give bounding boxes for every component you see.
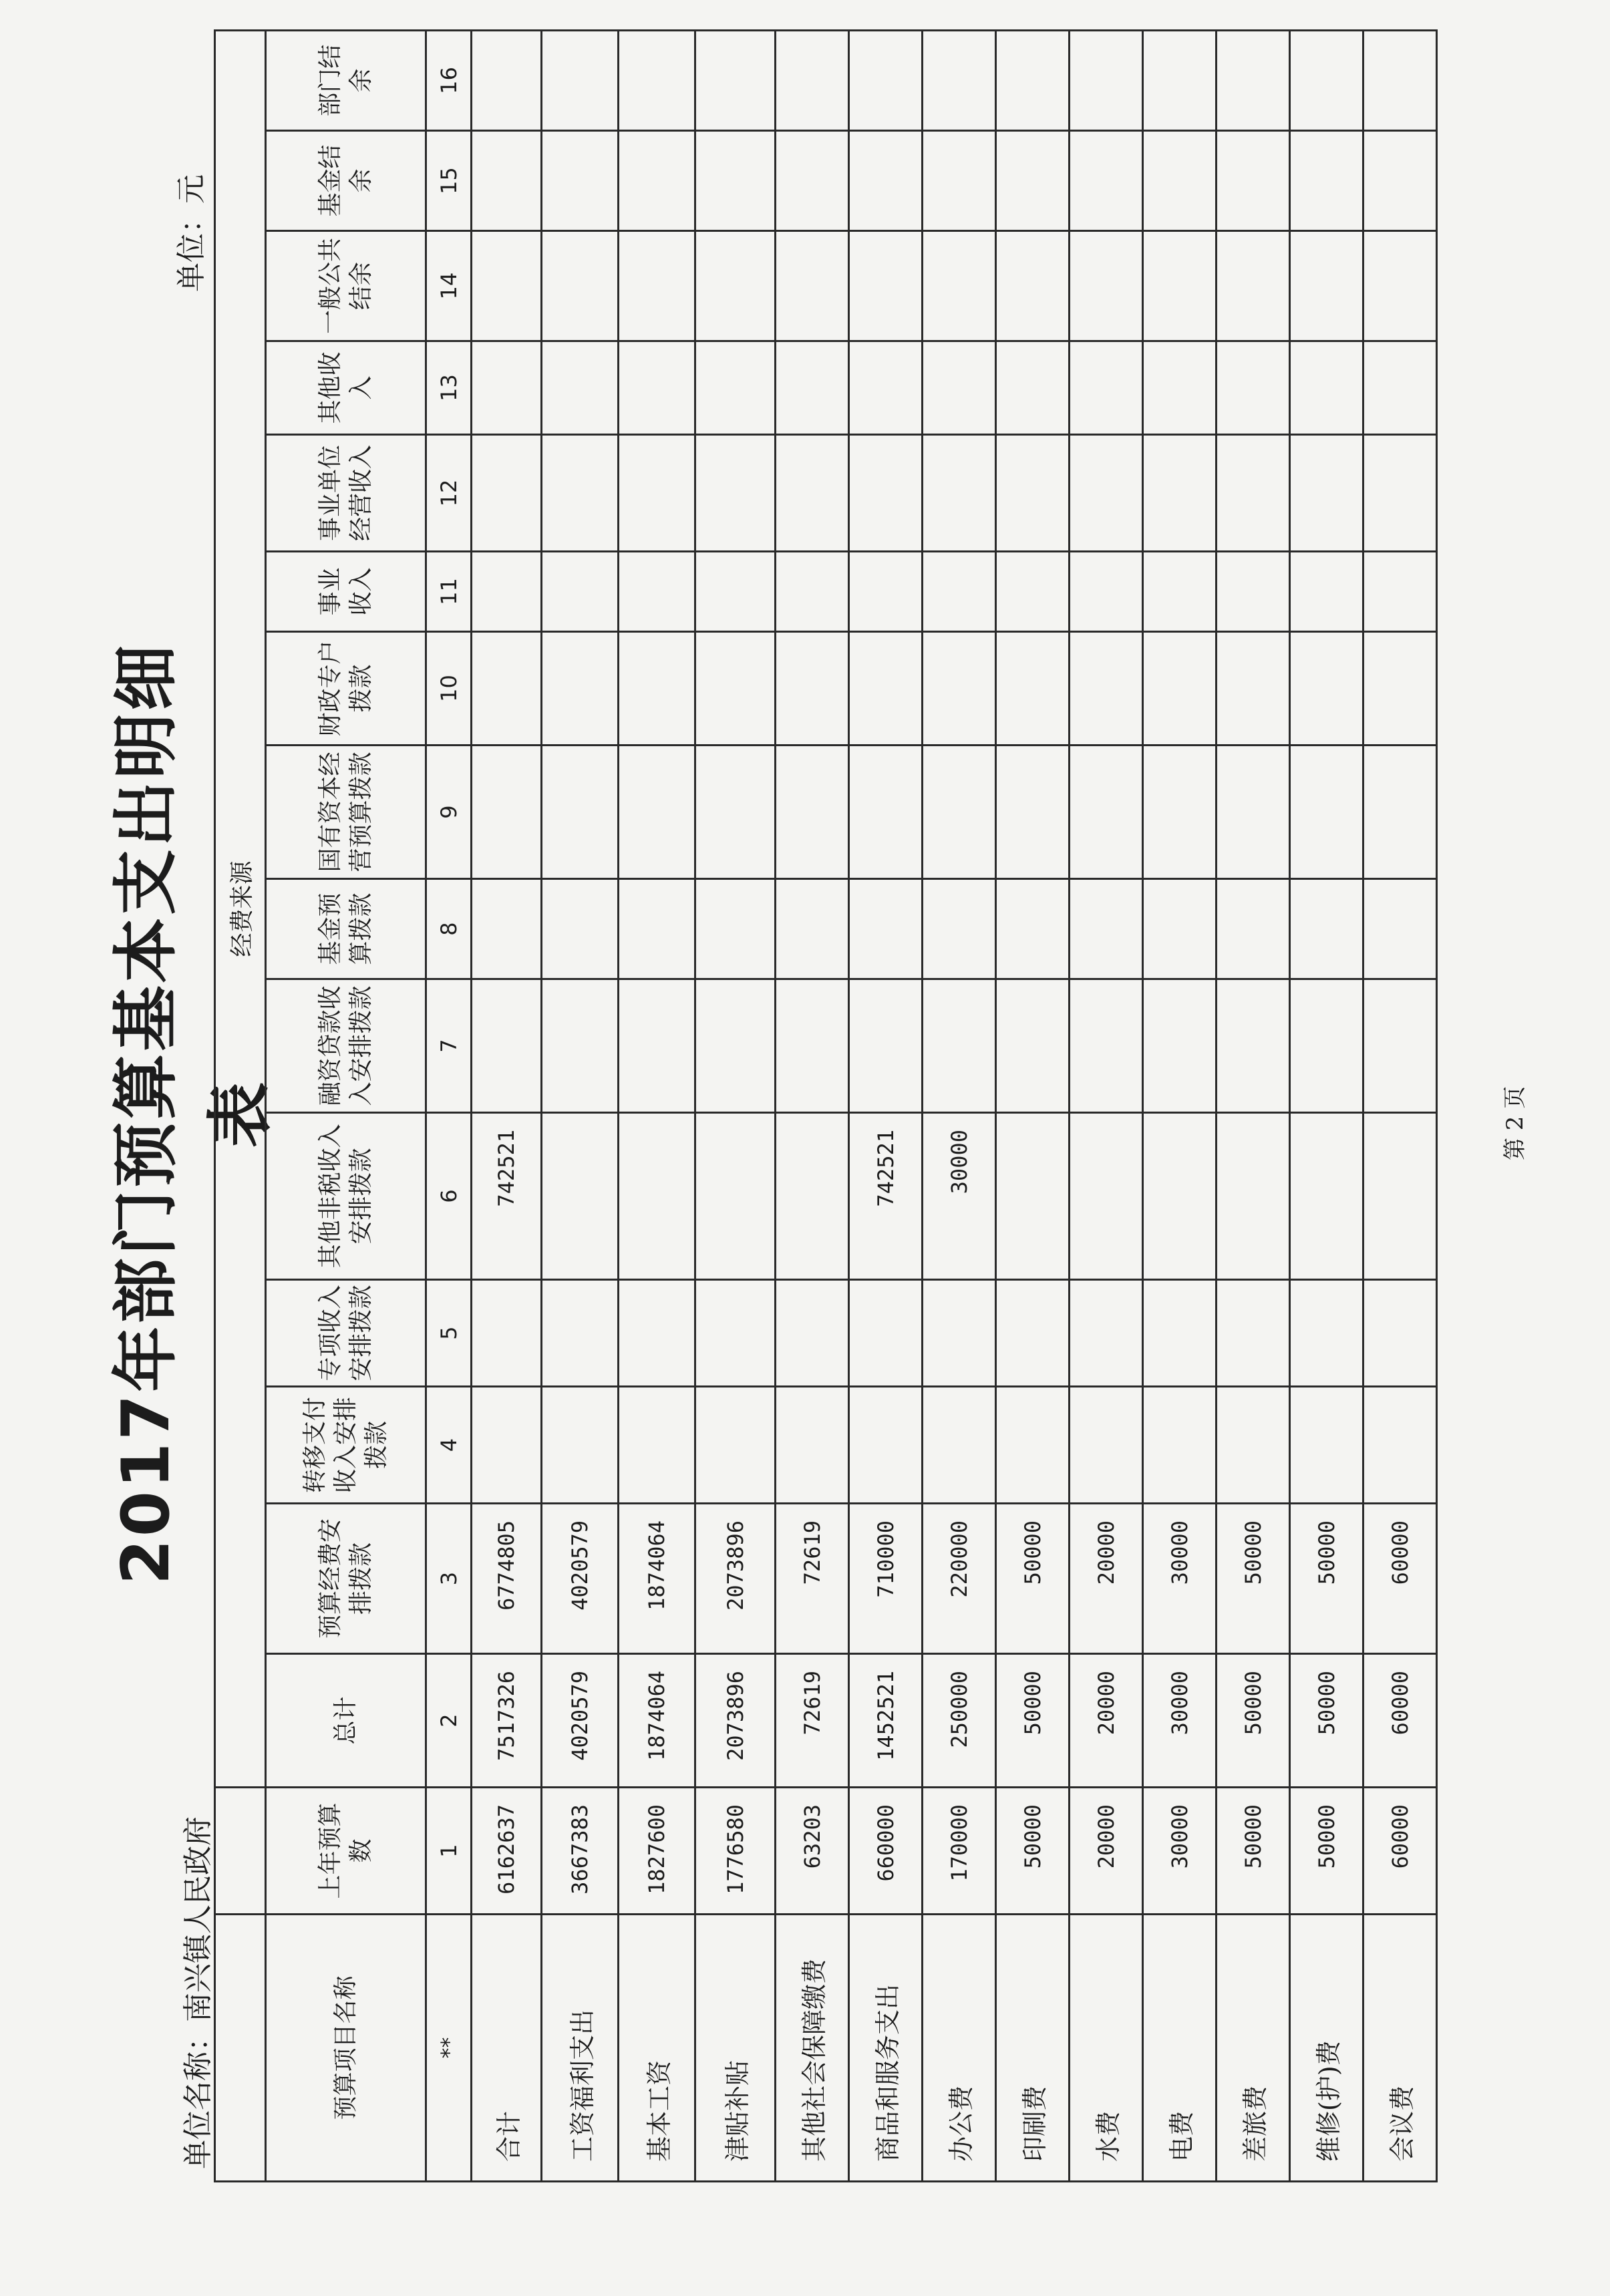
table-cell xyxy=(1290,1387,1363,1504)
table-cell xyxy=(996,1387,1070,1504)
table-cell xyxy=(996,632,1070,746)
table-cell: 72619 xyxy=(776,1654,849,1788)
table-cell xyxy=(472,879,542,979)
table-cell: 60000 xyxy=(1363,1654,1437,1788)
table-cell xyxy=(619,231,695,341)
table-cell: 2073896 xyxy=(695,1654,776,1788)
table-cell xyxy=(1217,131,1290,231)
table-cell xyxy=(1290,979,1363,1113)
table-cell xyxy=(695,341,776,435)
table-row xyxy=(1143,31,1217,2182)
table-cell xyxy=(619,1113,695,1280)
table-cell xyxy=(1290,1280,1363,1387)
table-cell xyxy=(695,879,776,979)
table-cell: 50000 xyxy=(996,1788,1070,1915)
table-cell xyxy=(996,746,1070,879)
table-cell xyxy=(923,131,996,231)
table-cell xyxy=(542,879,619,979)
table-cell xyxy=(1070,746,1143,879)
table-cell xyxy=(923,341,996,435)
table-cell xyxy=(1070,632,1143,746)
row-name: 差旅费 xyxy=(1217,1915,1290,2182)
table-cell: 170000 xyxy=(923,1788,996,1915)
table-cell xyxy=(1070,31,1143,131)
column-index: 2 xyxy=(426,1654,472,1788)
table-row xyxy=(1217,31,1290,2182)
table-cell xyxy=(542,979,619,1113)
table-row xyxy=(1363,31,1437,2182)
table-cell: 50000 xyxy=(1217,1788,1290,1915)
table-cell xyxy=(1363,1387,1437,1504)
table-cell xyxy=(1143,131,1217,231)
table-cell xyxy=(619,1387,695,1504)
table-cell xyxy=(996,879,1070,979)
table-cell: 50000 xyxy=(1290,1504,1363,1654)
table-row xyxy=(1290,31,1363,2182)
table-cell xyxy=(1290,632,1363,746)
column-header: 事业收入 xyxy=(266,552,426,632)
table-cell xyxy=(1070,979,1143,1113)
table-cell xyxy=(695,231,776,341)
table-cell xyxy=(1143,879,1217,979)
table-cell xyxy=(776,1113,849,1280)
row-name: 办公费 xyxy=(923,1915,996,2182)
table-cell: 1827600 xyxy=(619,1788,695,1915)
table-cell xyxy=(619,131,695,231)
table-cell xyxy=(1290,1113,1363,1280)
table-row xyxy=(472,31,542,2182)
table-cell xyxy=(776,632,849,746)
table-cell: 72619 xyxy=(776,1504,849,1654)
column-index: 4 xyxy=(426,1387,472,1504)
table-cell: 50000 xyxy=(996,1504,1070,1654)
table-cell xyxy=(619,879,695,979)
table-cell xyxy=(1070,552,1143,632)
table-cell xyxy=(923,435,996,552)
table-cell xyxy=(542,341,619,435)
table-cell xyxy=(472,632,542,746)
table-cell xyxy=(1363,879,1437,979)
column-header: 一般公共结余 xyxy=(266,231,426,341)
column-index: 5 xyxy=(426,1280,472,1387)
table-cell: 63203 xyxy=(776,1788,849,1915)
table-cell xyxy=(542,435,619,552)
table-cell xyxy=(1290,131,1363,231)
budget-table xyxy=(214,29,1438,2182)
table-cell xyxy=(472,1280,542,1387)
table-cell xyxy=(996,979,1070,1113)
column-header: 国有资本经营预算拨款 xyxy=(266,746,426,879)
column-header: 部门结余 xyxy=(266,31,426,131)
table-cell xyxy=(1143,435,1217,552)
table-cell xyxy=(542,632,619,746)
table-cell: 50000 xyxy=(1217,1654,1290,1788)
table-cell: 6774805 xyxy=(472,1504,542,1654)
table-cell: 6162637 xyxy=(472,1788,542,1915)
table-cell xyxy=(996,552,1070,632)
table-cell xyxy=(849,746,923,879)
table-cell: 1776580 xyxy=(695,1788,776,1915)
table-cell xyxy=(1143,1387,1217,1504)
table-cell: 7517326 xyxy=(472,1654,542,1788)
table-cell xyxy=(619,979,695,1113)
column-header: 财政专户拨款 xyxy=(266,632,426,746)
table-cell: 50000 xyxy=(1290,1654,1363,1788)
table-cell: 660000 xyxy=(849,1788,923,1915)
table-cell xyxy=(1363,435,1437,552)
table-cell xyxy=(996,31,1070,131)
table-row xyxy=(542,31,619,2182)
table-cell: 30000 xyxy=(923,1113,996,1280)
table-cell xyxy=(542,1280,619,1387)
column-index: 16 xyxy=(426,31,472,131)
table-cell xyxy=(1143,979,1217,1113)
table-cell xyxy=(1143,231,1217,341)
table-cell xyxy=(1143,552,1217,632)
row-name: 基本工资 xyxy=(619,1915,695,2182)
table-cell xyxy=(1143,632,1217,746)
table-cell xyxy=(996,435,1070,552)
table-cell xyxy=(1217,552,1290,632)
unit-label: 单位：元 xyxy=(174,174,208,292)
column-index: 8 xyxy=(426,879,472,979)
table-cell xyxy=(695,979,776,1113)
table-cell: 4020579 xyxy=(542,1654,619,1788)
table-cell xyxy=(1217,1280,1290,1387)
table-cell: 742521 xyxy=(472,1113,542,1280)
column-index: 15 xyxy=(426,131,472,231)
table-cell xyxy=(1363,1113,1437,1280)
column-index: 6 xyxy=(426,1113,472,1280)
table-cell xyxy=(1290,31,1363,131)
table-cell xyxy=(1290,231,1363,341)
group-header: 经费来源 xyxy=(215,31,266,1788)
table-cell xyxy=(1143,341,1217,435)
table-cell xyxy=(1143,1280,1217,1387)
table-cell xyxy=(695,1113,776,1280)
table-cell xyxy=(472,341,542,435)
table-cell xyxy=(1363,979,1437,1113)
table-cell xyxy=(776,1387,849,1504)
empty-header-cell xyxy=(215,1915,266,2182)
table-cell xyxy=(776,31,849,131)
table-cell xyxy=(923,231,996,341)
table-cell xyxy=(695,552,776,632)
table-cell xyxy=(695,1280,776,1387)
table-cell xyxy=(1217,1387,1290,1504)
table-cell: 50000 xyxy=(996,1654,1070,1788)
table-cell xyxy=(1217,435,1290,552)
table-row xyxy=(1070,31,1143,2182)
table-cell xyxy=(1070,435,1143,552)
table-cell xyxy=(1070,1113,1143,1280)
table-cell xyxy=(776,879,849,979)
column-index: 1 xyxy=(426,1788,472,1915)
table-cell xyxy=(1217,746,1290,879)
row-name: 电费 xyxy=(1143,1915,1217,2182)
column-header: 转移支付收入安排拨款 xyxy=(266,1387,426,1504)
table-row xyxy=(849,31,923,2182)
table-cell: 250000 xyxy=(923,1654,996,1788)
table-cell xyxy=(542,231,619,341)
table-cell xyxy=(472,1387,542,1504)
table-cell xyxy=(996,1280,1070,1387)
table-cell: 20000 xyxy=(1070,1788,1143,1915)
table-cell: 30000 xyxy=(1143,1788,1217,1915)
unit-name: 单位名称：南兴镇人民政府 xyxy=(181,1816,215,2169)
row-name: 印刷费 xyxy=(996,1915,1070,2182)
table-cell xyxy=(923,1387,996,1504)
table-cell xyxy=(1290,746,1363,879)
table-cell xyxy=(1217,341,1290,435)
table-cell xyxy=(619,31,695,131)
table-cell: 20000 xyxy=(1070,1504,1143,1654)
table-cell xyxy=(542,31,619,131)
column-header: 专项收入安排拨款 xyxy=(266,1280,426,1387)
column-header: 上年预算数 xyxy=(266,1788,426,1915)
table-cell xyxy=(1217,632,1290,746)
table-cell xyxy=(1363,632,1437,746)
column-index: 3 xyxy=(426,1504,472,1654)
table-cell xyxy=(849,231,923,341)
table-cell xyxy=(619,746,695,879)
table-cell xyxy=(1290,341,1363,435)
table-cell xyxy=(996,131,1070,231)
table-cell xyxy=(472,31,542,131)
index-row xyxy=(426,31,472,2182)
table-cell xyxy=(619,552,695,632)
table-cell xyxy=(776,1280,849,1387)
table-cell xyxy=(1363,131,1437,231)
table-cell xyxy=(1143,31,1217,131)
table-cell xyxy=(1070,341,1143,435)
table-cell xyxy=(1070,131,1143,231)
table-cell xyxy=(1217,979,1290,1113)
table-cell xyxy=(1070,231,1143,341)
table-row xyxy=(776,31,849,2182)
table-cell xyxy=(472,552,542,632)
row-name: 工资福利支出 xyxy=(542,1915,619,2182)
column-header: 其他非税收入安排拨款 xyxy=(266,1113,426,1280)
table-cell xyxy=(849,879,923,979)
table-cell: 20000 xyxy=(1070,1654,1143,1788)
table-cell xyxy=(1070,1280,1143,1387)
group-header-row xyxy=(215,31,266,2182)
table-cell xyxy=(923,879,996,979)
table-row xyxy=(923,31,996,2182)
table-cell xyxy=(1363,1280,1437,1387)
table-cell xyxy=(542,1387,619,1504)
table-cell xyxy=(849,1387,923,1504)
column-index: 11 xyxy=(426,552,472,632)
table-cell xyxy=(619,435,695,552)
table-cell xyxy=(1363,231,1437,341)
table-cell xyxy=(1070,879,1143,979)
column-header: 预算项目名称 xyxy=(266,1915,426,2182)
table-cell xyxy=(776,552,849,632)
table-cell xyxy=(695,435,776,552)
table-cell xyxy=(1363,31,1437,131)
row-name: 合计 xyxy=(472,1915,542,2182)
table-cell xyxy=(996,1113,1070,1280)
table-cell xyxy=(695,1387,776,1504)
table-row xyxy=(695,31,776,2182)
table-cell xyxy=(849,1280,923,1387)
table-cell xyxy=(923,31,996,131)
table-cell: 2073896 xyxy=(695,1504,776,1654)
row-name: 水费 xyxy=(1070,1915,1143,2182)
column-index: 14 xyxy=(426,231,472,341)
table-cell xyxy=(1143,746,1217,879)
column-index: ** xyxy=(426,1915,472,2182)
table-cell: 742521 xyxy=(849,1113,923,1280)
table-cell xyxy=(923,552,996,632)
table-row xyxy=(619,31,695,2182)
table-cell xyxy=(923,979,996,1113)
table-cell xyxy=(1217,31,1290,131)
table-cell xyxy=(1217,1113,1290,1280)
table-cell: 30000 xyxy=(1143,1504,1217,1654)
column-header: 融资贷款收入安排拨款 xyxy=(266,979,426,1113)
table-cell xyxy=(776,979,849,1113)
table-cell: 50000 xyxy=(1217,1504,1290,1654)
row-name: 其他社会保障缴费 xyxy=(776,1915,849,2182)
table-cell: 30000 xyxy=(1143,1654,1217,1788)
table-cell xyxy=(923,746,996,879)
table-cell: 3667383 xyxy=(542,1788,619,1915)
table-cell xyxy=(1363,552,1437,632)
table-cell xyxy=(1290,879,1363,979)
table-cell: 1452521 xyxy=(849,1654,923,1788)
table-row xyxy=(996,31,1070,2182)
table-cell xyxy=(849,632,923,746)
table-cell xyxy=(1070,1387,1143,1504)
column-header: 事业单位经营收入 xyxy=(266,435,426,552)
row-name: 会议费 xyxy=(1363,1915,1437,2182)
table-cell: 1874064 xyxy=(619,1654,695,1788)
table-cell xyxy=(849,552,923,632)
table-cell xyxy=(849,131,923,231)
table-cell xyxy=(776,435,849,552)
table-cell xyxy=(1290,435,1363,552)
table-cell xyxy=(776,341,849,435)
table-cell xyxy=(472,435,542,552)
table-cell xyxy=(1363,341,1437,435)
table-cell xyxy=(619,341,695,435)
table-cell xyxy=(923,632,996,746)
table-cell xyxy=(849,341,923,435)
table-cell xyxy=(1363,746,1437,879)
table-cell xyxy=(472,131,542,231)
row-name: 商品和服务支出 xyxy=(849,1915,923,2182)
table-cell xyxy=(1143,1113,1217,1280)
table-cell: 1874064 xyxy=(619,1504,695,1654)
table-cell xyxy=(619,1280,695,1387)
table-cell xyxy=(472,746,542,879)
table-cell xyxy=(695,746,776,879)
table-cell xyxy=(849,435,923,552)
column-header-row xyxy=(266,31,426,2182)
empty-header-cell xyxy=(215,1788,266,1915)
row-name: 维修(护)费 xyxy=(1290,1915,1363,2182)
column-index: 10 xyxy=(426,632,472,746)
table-cell: 710000 xyxy=(849,1504,923,1654)
table-cell xyxy=(849,979,923,1113)
table-cell xyxy=(472,979,542,1113)
table-cell xyxy=(695,31,776,131)
table-cell: 60000 xyxy=(1363,1504,1437,1654)
column-header: 基金结余 xyxy=(266,131,426,231)
table-cell: 60000 xyxy=(1363,1788,1437,1915)
table-cell xyxy=(849,31,923,131)
table-cell: 50000 xyxy=(1290,1788,1363,1915)
table-cell xyxy=(776,131,849,231)
table-cell xyxy=(695,131,776,231)
table-cell xyxy=(542,1113,619,1280)
table-cell: 220000 xyxy=(923,1504,996,1654)
column-index: 7 xyxy=(426,979,472,1113)
column-header: 预算经费安排拨款 xyxy=(266,1504,426,1654)
column-index: 13 xyxy=(426,341,472,435)
page-number: 第 2 页 xyxy=(1502,1086,1528,1160)
table-cell: 4020579 xyxy=(542,1504,619,1654)
page-title: 2017年部门预算基本支出明细表 xyxy=(108,642,279,1585)
table-cell xyxy=(1217,879,1290,979)
table-cell xyxy=(619,632,695,746)
column-index: 9 xyxy=(426,746,472,879)
table-cell xyxy=(1290,552,1363,632)
column-header: 其他收入 xyxy=(266,341,426,435)
table-cell xyxy=(1217,231,1290,341)
table-cell xyxy=(996,341,1070,435)
table-cell xyxy=(542,131,619,231)
row-name: 津贴补贴 xyxy=(695,1915,776,2182)
table-cell xyxy=(542,552,619,632)
table-cell xyxy=(542,746,619,879)
column-index: 12 xyxy=(426,435,472,552)
table-cell xyxy=(695,632,776,746)
table-cell xyxy=(776,746,849,879)
table-cell xyxy=(472,231,542,341)
column-header: 总计 xyxy=(266,1654,426,1788)
column-header: 基金预算拨款 xyxy=(266,879,426,979)
table-cell xyxy=(923,1280,996,1387)
table-cell xyxy=(776,231,849,341)
table-cell xyxy=(996,231,1070,341)
